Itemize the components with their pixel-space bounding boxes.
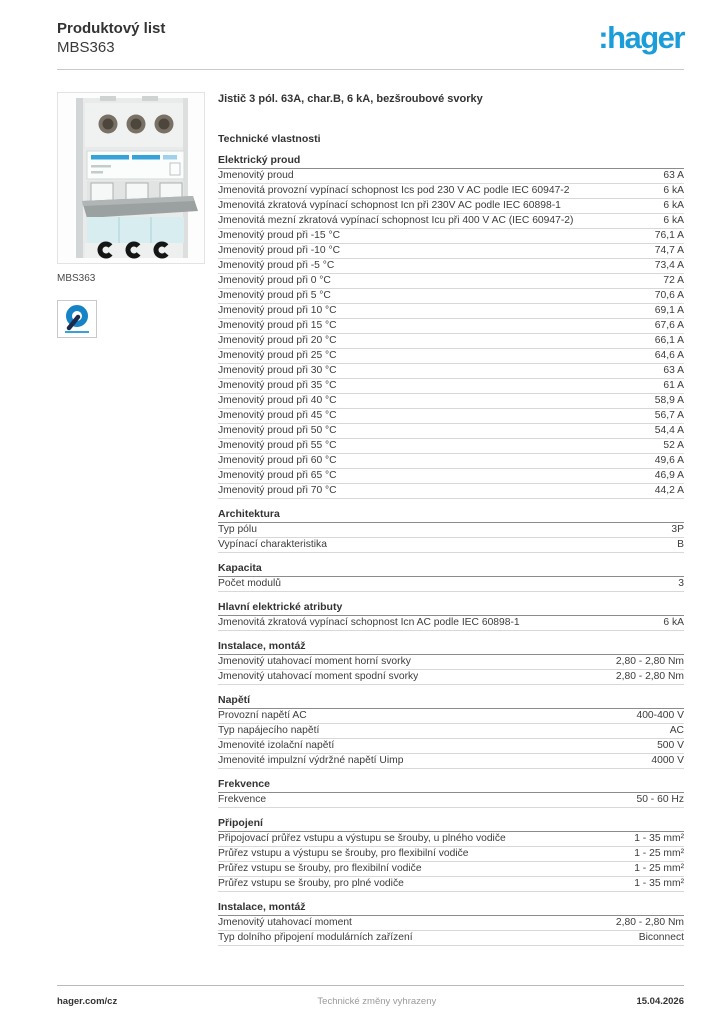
footer-notice: Technické změny vyhrazeny: [317, 996, 437, 1007]
spec-group-title: Napětí: [218, 694, 684, 709]
spec-group-title: Frekvence: [218, 778, 684, 793]
spec-row: [218, 304, 684, 319]
spec-value: 63 A: [663, 364, 684, 376]
spec-label: Jmenovitý utahovací moment spodní svorky: [218, 670, 419, 682]
spec-group: [218, 817, 684, 892]
spec-row: [218, 394, 684, 409]
spec-row: [218, 409, 684, 424]
spec-value: Biconnect: [638, 931, 684, 943]
main-column: [218, 92, 684, 946]
spec-label: Jmenovitý proud při 65 °C: [218, 469, 337, 481]
spec-label: Typ pólu: [218, 523, 257, 535]
spec-value: 3: [678, 577, 684, 589]
spec-group-title: Připojení: [218, 817, 684, 832]
spec-label: Průřez vstupu se šrouby, pro flexibilní vodiče: [218, 862, 422, 874]
spec-value: 500 V: [657, 739, 684, 751]
product-photo: [57, 92, 205, 264]
spec-value: 74,7 A: [654, 244, 684, 256]
spec-value: 50 - 60 Hz: [636, 793, 684, 805]
spec-value: 70,6 A: [654, 289, 684, 301]
spec-label: Jmenovitý proud při 15 °C: [218, 319, 337, 331]
spec-label: Jmenovitý proud při 5 °C: [218, 289, 331, 301]
technical-properties-heading: Technické vlastnosti: [218, 132, 321, 145]
spec-group-title: Instalace, montáž: [218, 901, 684, 916]
spec-row: [218, 484, 684, 499]
spec-groups: [218, 154, 684, 946]
left-column: [57, 92, 205, 946]
spec-row: [218, 379, 684, 394]
spec-group: [218, 778, 684, 808]
spec-group-title: Architektura: [218, 508, 684, 523]
spec-value: 54,4 A: [654, 424, 684, 436]
spec-label: Jmenovitý proud při 50 °C: [218, 424, 337, 436]
spec-group-title: Instalace, montáž: [218, 640, 684, 655]
spec-label: Jmenovitý proud při 30 °C: [218, 364, 337, 376]
spec-label: Jmenovitý proud při -5 °C: [218, 259, 335, 271]
spec-value: 63 A: [663, 169, 684, 181]
spec-value: 1 - 25 mm²: [634, 847, 684, 859]
spec-value: 4000 V: [651, 754, 684, 766]
circuit-breaker-image: [58, 93, 204, 263]
spec-value: 66,1 A: [654, 334, 684, 346]
header-title-block: [57, 20, 165, 58]
spec-value: 2,80 - 2,80 Nm: [615, 670, 684, 682]
spec-row: [218, 538, 684, 553]
spec-row: [218, 289, 684, 304]
spec-label: Jmenovité impulzní výdržné napětí Uimp: [218, 754, 404, 766]
spec-row: [218, 469, 684, 484]
spec-label: Jmenovitá zkratová vypínací schopnost Icn AC podle IEC 60898-1: [218, 616, 520, 628]
spec-label: Typ napájecího napětí: [218, 724, 320, 736]
spec-value: 49,6 A: [654, 454, 684, 466]
spec-label: Jmenovitý utahovací moment: [218, 916, 352, 928]
spec-row: [218, 862, 684, 877]
spec-value: 2,80 - 2,80 Nm: [615, 655, 684, 667]
spec-row: [218, 424, 684, 439]
spec-value: 1 - 35 mm²: [634, 877, 684, 889]
spec-row: [218, 319, 684, 334]
spec-value: AC: [669, 724, 684, 736]
spec-row: [218, 877, 684, 892]
spec-value: 400-400 V: [636, 709, 684, 721]
spec-value: 76,1 A: [654, 229, 684, 241]
spec-row: [218, 244, 684, 259]
spec-label: Jmenovitý proud při -10 °C: [218, 244, 341, 256]
spec-row: [218, 334, 684, 349]
spec-row: [218, 670, 684, 685]
spec-value: 52 A: [663, 439, 684, 451]
spec-label: Průřez vstupu se šrouby, pro plné vodiče: [218, 877, 404, 889]
page-footer: [57, 985, 684, 1007]
spec-label: Jmenovitý utahovací moment horní svorky: [218, 655, 411, 667]
spec-row: [218, 709, 684, 724]
spec-group: [218, 154, 684, 499]
spec-label: Jmenovitý proud při 40 °C: [218, 394, 337, 406]
page-header: [0, 0, 724, 58]
spec-group: [218, 694, 684, 769]
spec-row: [218, 199, 684, 214]
spec-value: 2,80 - 2,80 Nm: [615, 916, 684, 928]
spec-label: Jmenovitý proud: [218, 169, 294, 181]
spec-row: [218, 931, 684, 946]
spec-value: 3P: [671, 523, 684, 535]
spec-row: [218, 523, 684, 538]
spec-row: [218, 754, 684, 769]
spec-group: [218, 640, 684, 685]
spec-value: 6 kA: [663, 616, 684, 628]
spec-label: Jmenovitý proud při 55 °C: [218, 439, 337, 451]
spec-value: 6 kA: [663, 184, 684, 196]
spec-label: Frekvence: [218, 793, 267, 805]
spec-row: [218, 832, 684, 847]
content-area: [0, 70, 724, 946]
spec-label: Jmenovitý proud při 25 °C: [218, 349, 337, 361]
spec-label: Počet modulů: [218, 577, 281, 589]
spec-label: Jmenovitý proud při -15 °C: [218, 229, 341, 241]
spec-row: [218, 454, 684, 469]
spec-row: [218, 259, 684, 274]
spec-label: Jmenovitá provozní vypínací schopnost Ics pod 230 V AC podle IEC 60947-2: [218, 184, 570, 196]
spec-label: Jmenovitý proud při 20 °C: [218, 334, 337, 346]
quickconnect-q-logo-icon: [57, 300, 97, 338]
product-code: MBS363: [57, 38, 115, 56]
spec-group: [218, 901, 684, 946]
spec-row: [218, 349, 684, 364]
spec-row: [218, 739, 684, 754]
spec-group-title: Hlavní elektrické atributy: [218, 601, 684, 616]
spec-label: Jmenovitá zkratová vypínací schopnost Icn při 230V AC podle IEC 60898-1: [218, 199, 561, 211]
spec-value: 67,6 A: [654, 319, 684, 331]
spec-value: 44,2 A: [654, 484, 684, 496]
spec-group-title: Elektrický proud: [218, 154, 684, 169]
spec-value: 61 A: [663, 379, 684, 391]
spec-row: [218, 577, 684, 592]
spec-group: [218, 508, 684, 553]
spec-value: 6 kA: [663, 214, 684, 226]
spec-row: [218, 184, 684, 199]
spec-row: [218, 724, 684, 739]
spec-value: 56,7 A: [654, 409, 684, 421]
spec-row: [218, 229, 684, 244]
product-title: Jistič 3 pól. 63A, char.B, 6 kA, bezšroubové svorky: [218, 92, 483, 105]
spec-row: [218, 364, 684, 379]
spec-label: Průřez vstupu a výstupu se šrouby, pro flexibilní vodiče: [218, 847, 469, 859]
spec-label: Jmenovitá mezní zkratová vypínací schopnost Icu při 400 V AC (IEC 60947-2): [218, 214, 574, 226]
footer-website: hager.com/cz: [57, 996, 118, 1007]
spec-value: 58,9 A: [654, 394, 684, 406]
spec-label: Jmenovitý proud při 10 °C: [218, 304, 337, 316]
spec-label: Jmenovitý proud při 45 °C: [218, 409, 337, 421]
spec-value: 46,9 A: [654, 469, 684, 481]
spec-group: [218, 562, 684, 592]
spec-value: 1 - 35 mm²: [634, 832, 684, 844]
spec-label: Jmenovité izolační napětí: [218, 739, 335, 751]
spec-group: [218, 601, 684, 631]
spec-row: [218, 793, 684, 808]
spec-row: [218, 169, 684, 184]
spec-label: Jmenovitý proud při 0 °C: [218, 274, 331, 286]
spec-label: Připojovací průřez vstupu a výstupu se šrouby, u plného vodiče: [218, 832, 506, 844]
spec-value: 64,6 A: [654, 349, 684, 361]
spec-row: [218, 214, 684, 229]
spec-value: 6 kA: [663, 199, 684, 211]
spec-label: Jmenovitý proud při 60 °C: [218, 454, 337, 466]
spec-value: 69,1 A: [654, 304, 684, 316]
spec-label: Vypínací charakteristika: [218, 538, 327, 550]
spec-row: [218, 916, 684, 931]
spec-group-title: Kapacita: [218, 562, 684, 577]
spec-label: Jmenovitý proud při 35 °C: [218, 379, 337, 391]
spec-label: Typ dolního připojení modulárních zařízení: [218, 931, 413, 943]
spec-value: 1 - 25 mm²: [634, 862, 684, 874]
spec-value: B: [677, 538, 684, 550]
spec-row: [218, 274, 684, 289]
spec-value: 72 A: [663, 274, 684, 286]
spec-value: 73,4 A: [654, 259, 684, 271]
spec-row: [218, 847, 684, 862]
hager-brand-logo: :hager: [598, 20, 684, 55]
spec-row: [218, 616, 684, 631]
spec-label: Jmenovitý proud při 70 °C: [218, 484, 337, 496]
spec-row: [218, 655, 684, 670]
spec-row: [218, 439, 684, 454]
product-image-caption: MBS363: [57, 272, 96, 284]
document-type-title: Produktový list: [57, 20, 166, 37]
spec-label: Provozní napětí AC: [218, 709, 307, 721]
footer-date: 15.04.2026: [636, 996, 684, 1007]
